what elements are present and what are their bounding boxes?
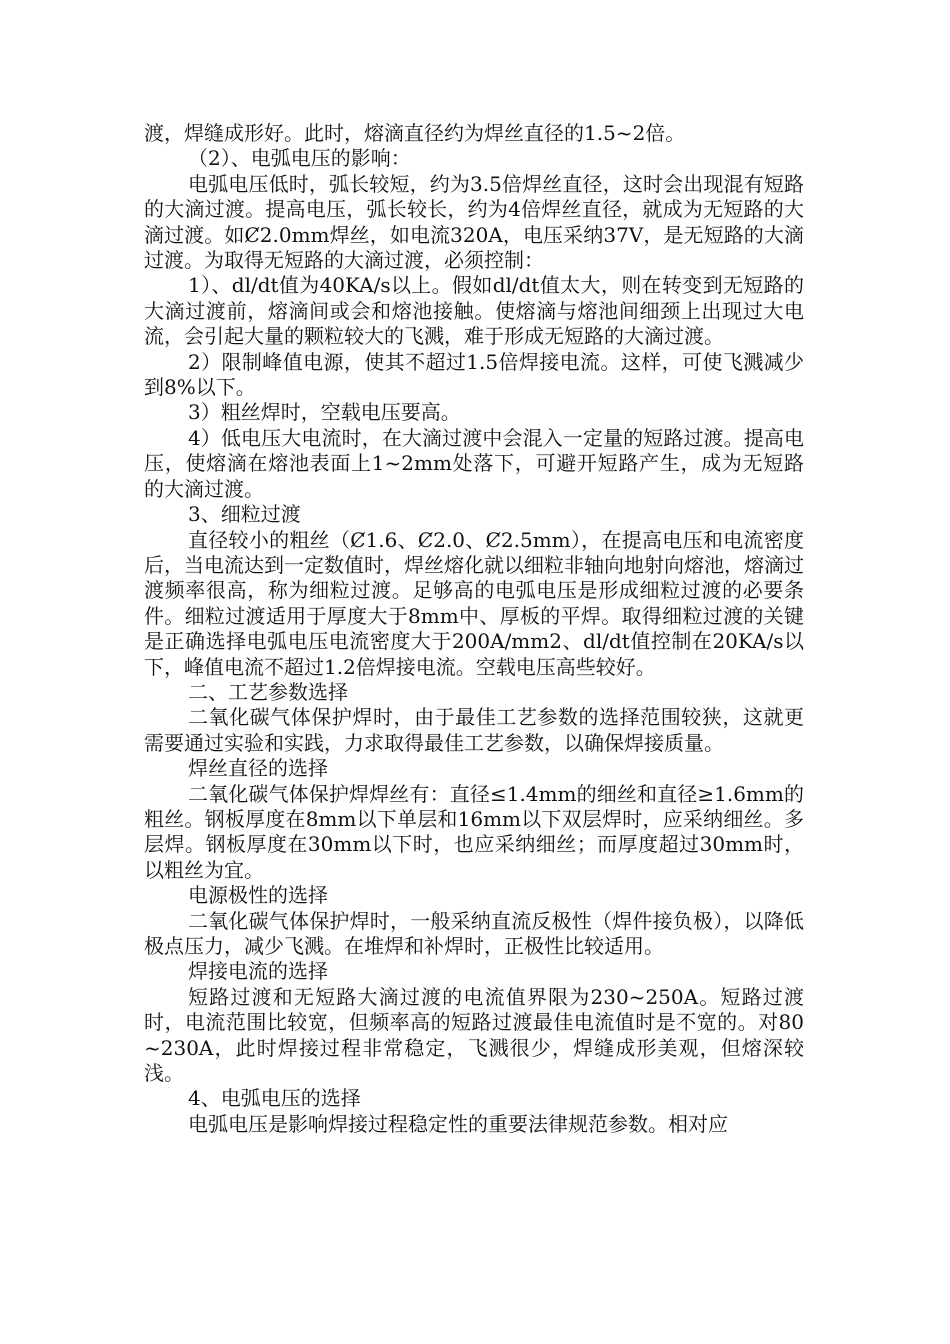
paragraph: 二氧化碳气体保护焊焊丝有：直径≤1.4mm的细丝和直径≥1.6mm的粗丝。钢板厚度在8mm以下单层和16mm以下双层焊时，应采纳细丝。多层焊。钢板厚度在30mm以下时，也应采纳细丝；而厚度超过30mm时，以粗丝为宜。 <box>144 781 804 882</box>
paragraph: 电弧电压低时，弧长较短，约为3.5倍焊丝直径，这时会出现混有短路的大滴过渡。提高电压，弧长较长，约为4倍焊丝直径，就成为无短路的大滴过渡。如Ȼ2.0mm焊丝，如电流320A，电压采纳37V，是无短路的大滴过渡。为取得无短路的大滴过渡，必须控制： <box>144 171 804 273</box>
document-body <box>144 121 804 1137</box>
paragraph: 电源极性的选择 <box>188 883 328 908</box>
paragraph: 短路过渡和无短路大滴过渡的电流值界限为230~250A。短路过渡时，电流范围比较宽，但频率高的短路过渡最佳电流值时是不宽的。对80~230A，此时焊接过程非常稳定，飞溅很少，焊缝成形美观，但熔深较浅。 <box>144 984 804 1086</box>
paragraph: 二、工艺参数选择 <box>188 679 348 704</box>
paragraph: 2）限制峰值电源，使其不超过1.5倍焊接电流。这样，可使飞溅减少到8%以下。 <box>144 349 804 400</box>
paragraph: 焊接电流的选择 <box>188 959 328 984</box>
paragraph: 直径较小的粗丝（Ȼ1.6、Ȼ2.0、Ȼ2.5mm），在提高电压和电流密度后，当电流达到一定数值时，焊丝熔化就以细粒非轴向地射向熔池，熔滴过渡频率很高，称为细粒过渡。足够高的电弧电压是形成细粒过渡的必要条件。细粒过渡适用于厚度大于8mm中、厚板的平焊。取得细粒过渡的关键是正确选择电弧电压电流密度大于200A/mm2、dl/dt值控制在20KA/s以下，峰值电流不超过1.2倍焊接电流。空载电压高些较好。 <box>144 527 804 679</box>
paragraph: 二氧化碳气体保护焊时，一般采纳直流反极性（焊件接负极），以降低极点压力，减少飞溅。在堆焊和补焊时，正极性比较适用。 <box>144 908 804 958</box>
paragraph: 焊丝直径的选择 <box>188 756 328 781</box>
paragraph: 4、电弧电压的选择 <box>188 1086 361 1111</box>
paragraph: 3、细粒过渡 <box>188 502 301 527</box>
paragraph: 电弧电压是影响焊接过程稳定性的重要法律规范参数。相对应 <box>188 1111 728 1136</box>
paragraph: 渡，焊缝成形好。此时，熔滴直径约为焊丝直径的1.5~2倍。 <box>144 121 686 145</box>
paragraph: （2）、电弧电压的影响： <box>188 146 411 171</box>
paragraph: 二氧化碳气体保护焊时，由于最佳工艺参数的选择范围较狭，这就更需要通过实验和实践，力求取得最佳工艺参数，以确保焊接质量。 <box>144 705 804 755</box>
paragraph: 4）低电压大电流时，在大滴过渡中会混入一定量的短路过渡。提高电压，使熔滴在熔池表面上1~2mm处落下，可避开短路产生，成为无短路的大滴过渡。 <box>144 425 804 501</box>
paragraph: 1）、dl/dt值为40KA/s以上。假如dl/dt值太大，则在转变到无短路的大滴过渡前，熔滴间或会和熔池接触。使熔滴与熔池间细颈上出现过大电流，会引起大量的颗粒较大的飞溅，难于形成无短路的大滴过渡。 <box>144 273 804 349</box>
paragraph: 3）粗丝焊时，空载电压要高。 <box>188 400 461 425</box>
